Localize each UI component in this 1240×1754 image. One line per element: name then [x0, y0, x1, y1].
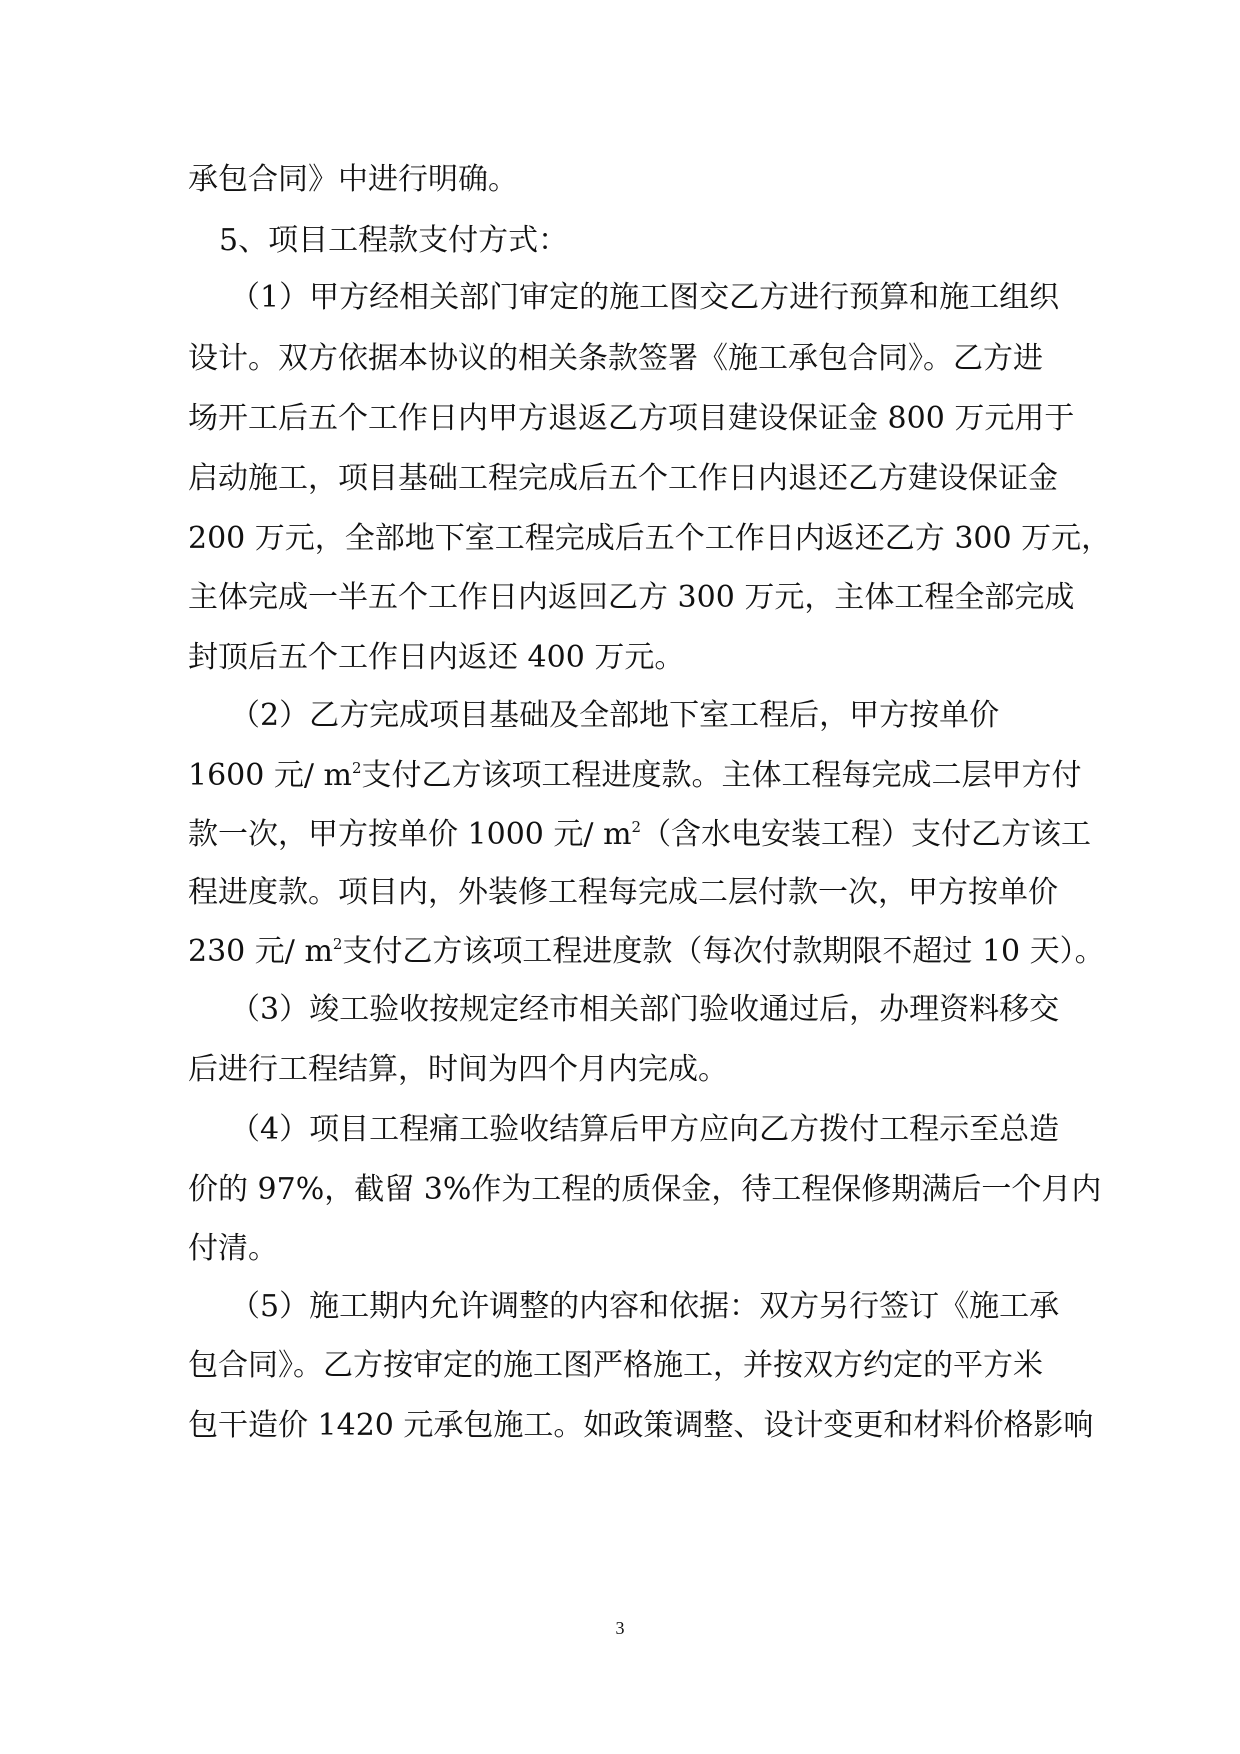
text-segment: 230 元/ m [188, 934, 333, 969]
text-line: 承包合同》中进行明确。 [188, 162, 518, 197]
text-line [188, 815, 1091, 855]
text-segment: （含水电安装工程）支付乙方该工 [641, 817, 1092, 852]
superscript: 2 [631, 818, 642, 836]
text-line: 价的 97%，截留 3%作为工程的质保金，待工程保修期满后一个月内 [188, 1172, 1102, 1207]
superscript: 2 [332, 935, 343, 953]
text-line: 启动施工，项目基础工程完成后五个工作日内退还乙方建设保证金 [188, 461, 1058, 496]
page-number: 3 [615, 1618, 625, 1638]
section-heading: 5、项目工程款支付方式： [219, 223, 569, 258]
text-segment: 支付乙方该项工程进度款（每次付款期限不超过 10 天）。 [342, 934, 1105, 969]
superscript: 2 [351, 759, 362, 777]
text-line [188, 756, 1082, 796]
text-segment: 支付乙方该项工程进度款。主体工程每完成二层甲方付 [361, 758, 1082, 793]
text-line: 包干造价 1420 元承包施工。如政策调整、设计变更和材料价格影响 [188, 1408, 1094, 1443]
text-segment: 1600 元/ m [188, 758, 352, 793]
text-line [188, 932, 1105, 972]
text-line: （2）乙方完成项目基础及全部地下室工程后，甲方按单价 [230, 698, 1000, 733]
text-line: 封顶后五个工作日内返还 400 万元。 [188, 640, 685, 675]
text-line: 场开工后五个工作日内甲方退返乙方项目建设保证金 800 万元用于 [188, 401, 1075, 436]
text-line: 程进度款。项目内，外装修工程每完成二层付款一次，甲方按单价 [188, 875, 1058, 910]
text-line: 付清。 [188, 1231, 278, 1266]
text-line: 设计。双方依据本协议的相关条款签署《施工承包合同》。乙方进 [188, 341, 1043, 376]
text-line: 200 万元，全部地下室工程完成后五个工作日内返还乙方 300 万元， [188, 521, 1112, 556]
text-line: （1）甲方经相关部门审定的施工图交乙方进行预算和施工组织 [230, 280, 1060, 315]
text-line: （4）项目工程痛工验收结算后甲方应向乙方拨付工程示至总造 [230, 1112, 1060, 1147]
text-line: 包合同》。乙方按审定的施工图严格施工，并按双方约定的平方米 [188, 1348, 1043, 1383]
text-segment: 款一次，甲方按单价 1000 元/ m [188, 817, 632, 852]
text-line: 后进行工程结算，时间为四个月内完成。 [188, 1052, 728, 1087]
text-line: （5）施工期内允许调整的内容和依据：双方另行签订《施工承 [230, 1289, 1060, 1324]
text-line: （3）竣工验收按规定经市相关部门验收通过后，办理资料移交 [230, 992, 1060, 1027]
text-line: 主体完成一半五个工作日内返回乙方 300 万元，主体工程全部完成 [188, 580, 1075, 615]
